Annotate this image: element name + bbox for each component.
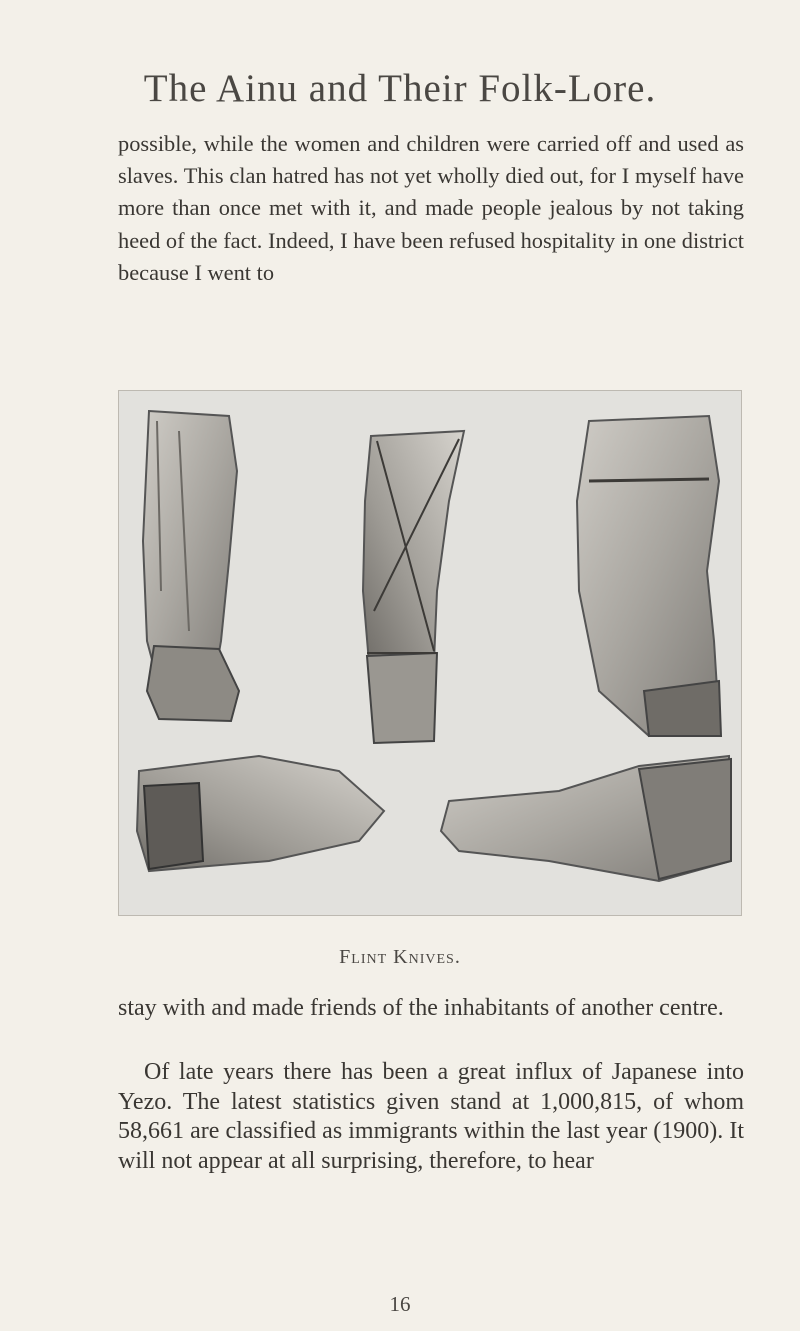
paragraph-1: possible, while the women and children were carried off and used as slaves. This clan hatred has not yet wholly died out, for I myself have more than once met with it, and made people jealous by not taking heed of the fact. Indeed, I have been refused hospitality in one district because I went to	[118, 131, 744, 285]
flint-knife-5	[441, 756, 731, 881]
page-number: 16	[389, 1292, 411, 1316]
flint-knife-1	[143, 411, 239, 721]
flint-knife-2	[363, 431, 464, 743]
paragraph-3: Of late years there has been a great influx of Japanese into Yezo. The latest statistics given stand at 1,000,815, of whom 58,661 are classified as immigrants within the last year (1900). It will not appear at all surprising, therefore, to hear	[118, 1059, 744, 1174]
flint-knife-3	[577, 416, 721, 736]
flint-knives-plate	[118, 390, 742, 916]
figure-caption: Flint Knives.	[339, 946, 461, 968]
paragraph-2: stay with and made friends of the inhabitants of another centre.	[118, 995, 724, 1021]
running-head: The Ainu and Their Folk-Lore.	[143, 67, 657, 110]
flint-knife-4	[137, 756, 384, 871]
flint-knives-illustration	[119, 391, 741, 915]
